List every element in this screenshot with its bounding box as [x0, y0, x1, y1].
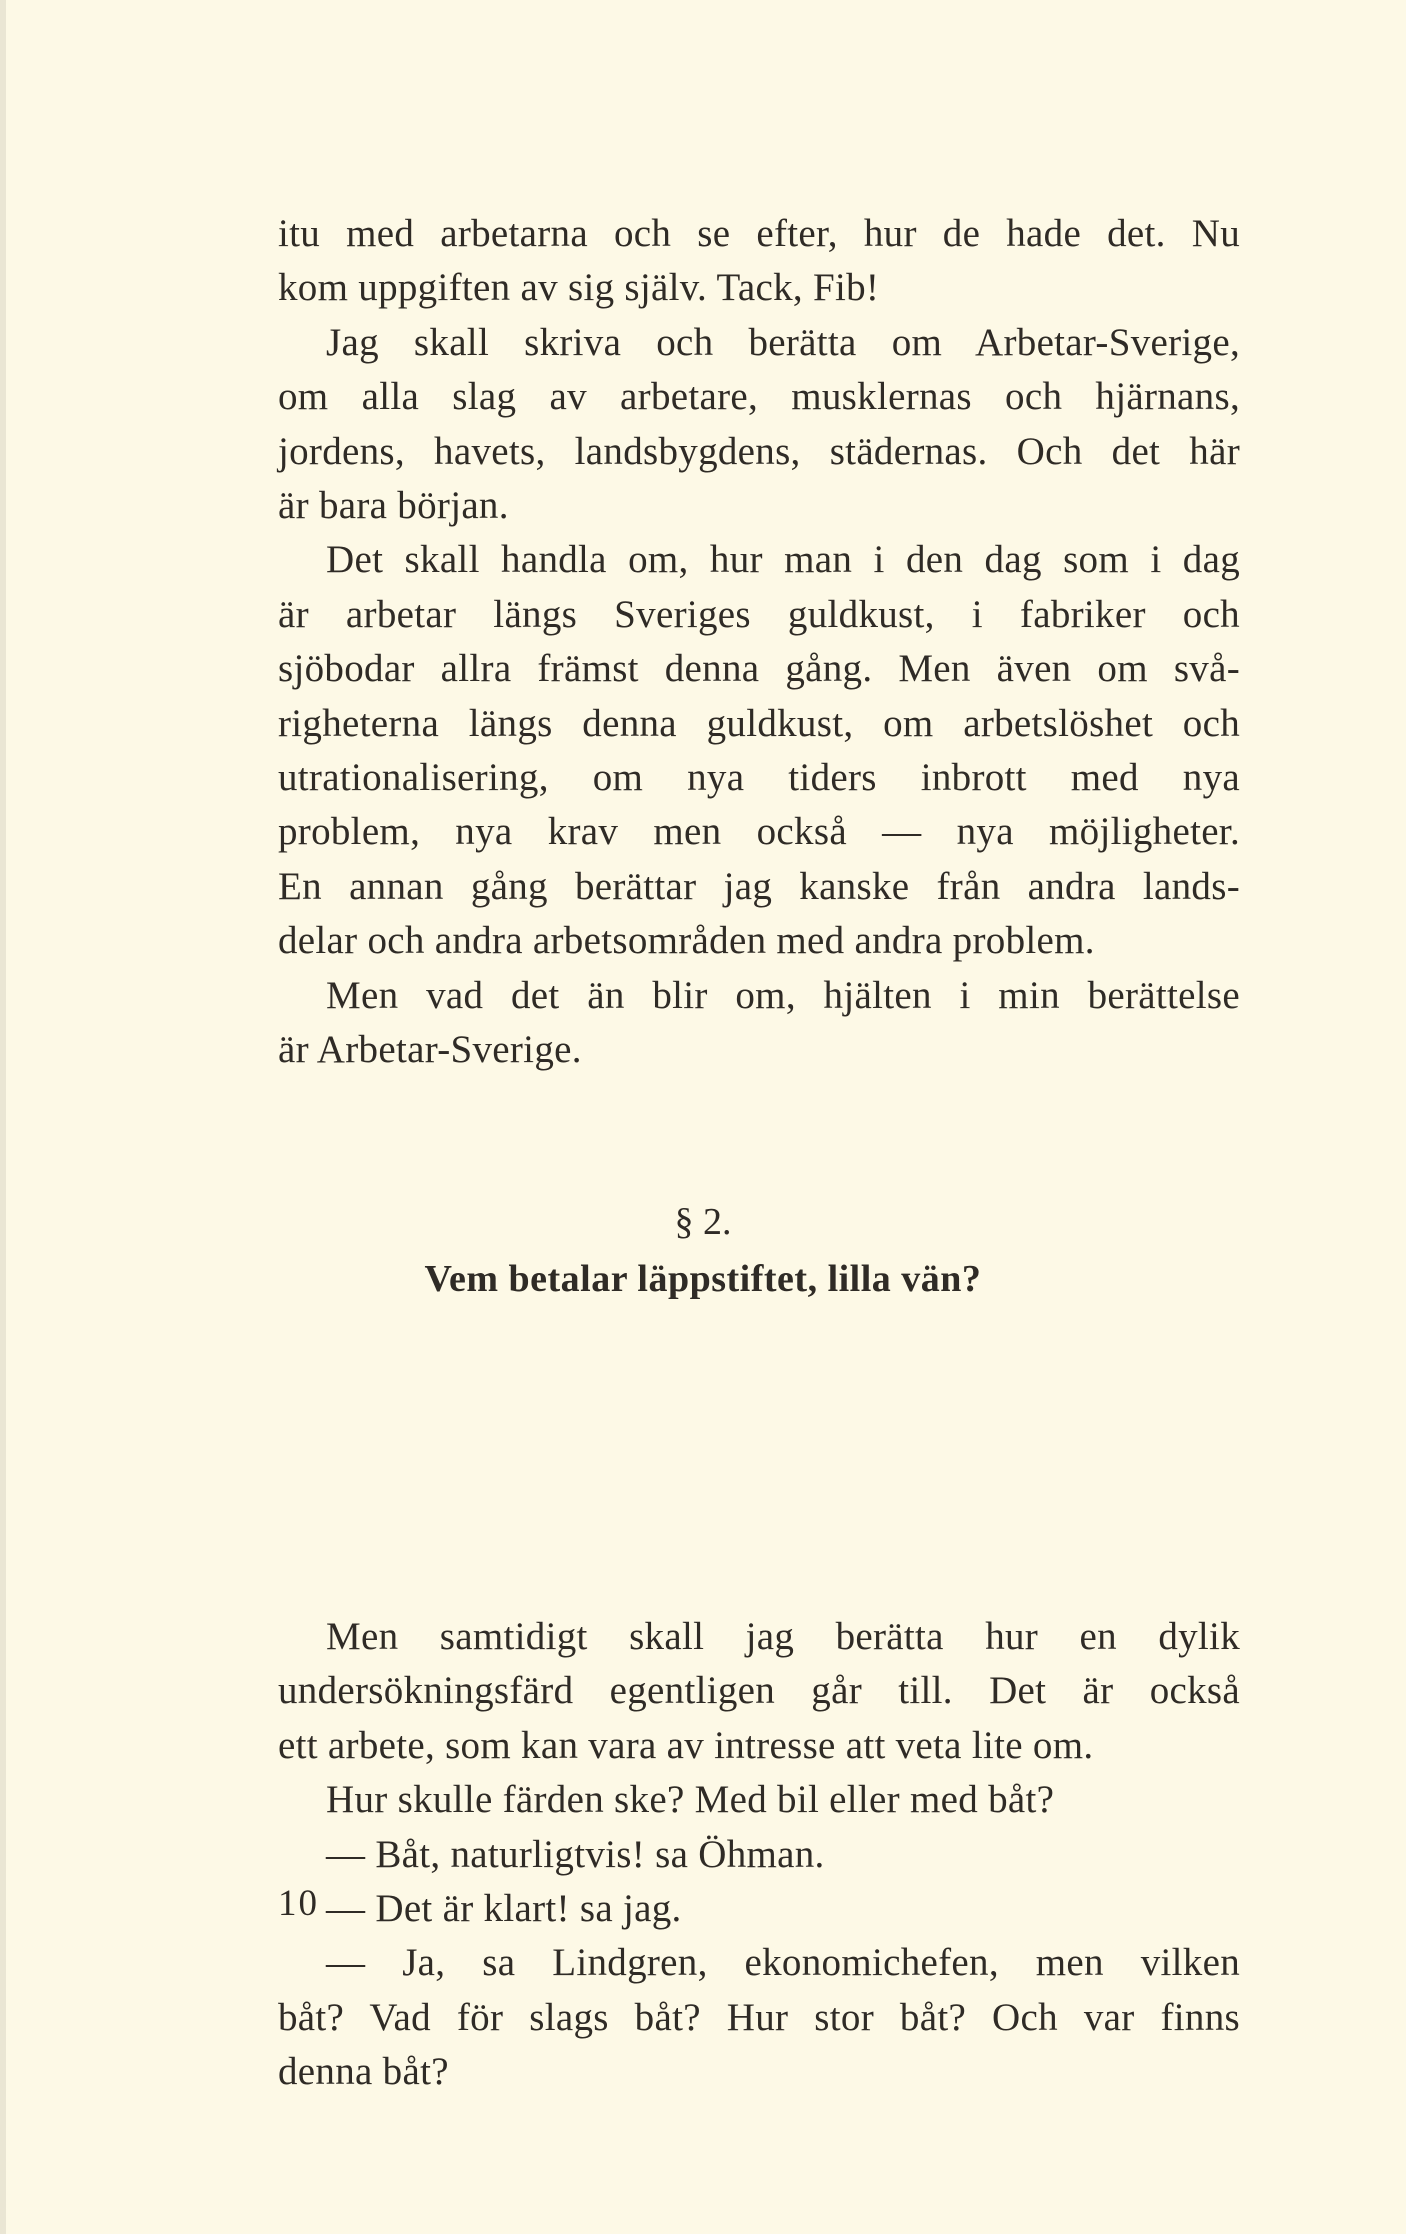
text-line: denna båt? — [278, 2050, 449, 2094]
body-text-top — [278, 207, 1240, 1078]
text-line: Hur skulle färden ske? Med bil eller med båt? — [326, 1778, 1055, 1822]
text-line: Jag skall skriva och berätta om Arbetar-Sverige, — [326, 320, 1240, 364]
page-number: 10 — [278, 1883, 319, 1924]
text-line: righeterna längs denna guldkust, om arbetslöshet och — [278, 701, 1240, 745]
text-line: jordens, havets, landsbygdens, städernas. Och det här — [278, 429, 1240, 473]
text-line: Det skall handla om, hur man i den dag som i dag — [326, 538, 1240, 582]
text-line: — Det är klart! sa jag. — [326, 1887, 682, 1931]
text-line: ett arbete, som kan vara av intresse att veta lite om. — [278, 1723, 1094, 1767]
text-line: itu med arbetarna och se efter, hur de hade det. Nu — [278, 212, 1240, 255]
text-line: Men samtidigt skall jag berätta hur en dylik — [326, 1615, 1240, 1658]
text-line: är bara början. — [278, 484, 509, 528]
text-line: delar och andra arbetsområden med andra problem. — [278, 919, 1095, 963]
text-line: problem, nya krav men också — nya möjligheter. — [278, 810, 1240, 854]
section-number: § 2. — [674, 1201, 732, 1243]
text-line: är Arbetar-Sverige. — [278, 1028, 582, 1072]
text-line: En annan gång berättar jag kanske från andra lands- — [278, 864, 1240, 908]
body-text-bottom — [278, 1610, 1240, 2100]
section-title: Vem betalar läppstiftet, lilla vän? — [424, 1258, 982, 1300]
page-edge — [0, 0, 6, 2234]
text-line: båt? Vad för slags båt? Hur stor båt? Och var finns — [278, 1995, 1240, 2039]
text-line: om alla slag av arbetare, musklernas och hjärnans, — [278, 375, 1240, 419]
text-line: är arbetar längs Sveriges guldkust, i fabriker och — [278, 592, 1240, 636]
text-line: — Ja, sa Lindgren, ekonomichefen, men vilken — [326, 1941, 1240, 1985]
text-line: Men vad det än blir om, hjälten i min berättelse — [326, 973, 1240, 1017]
text-line: utrationalisering, om nya tiders inbrott med nya — [278, 756, 1240, 800]
text-line: kom uppgiften av sig själv. Tack, Fib! — [278, 266, 880, 310]
text-line: — Båt, naturligtvis! sa Öhman. — [326, 1832, 825, 1876]
text-line: undersökningsfärd egentligen går till. Det är också — [278, 1669, 1240, 1713]
text-line: sjöbodar allra främst denna gång. Men även om svå- — [278, 647, 1240, 691]
